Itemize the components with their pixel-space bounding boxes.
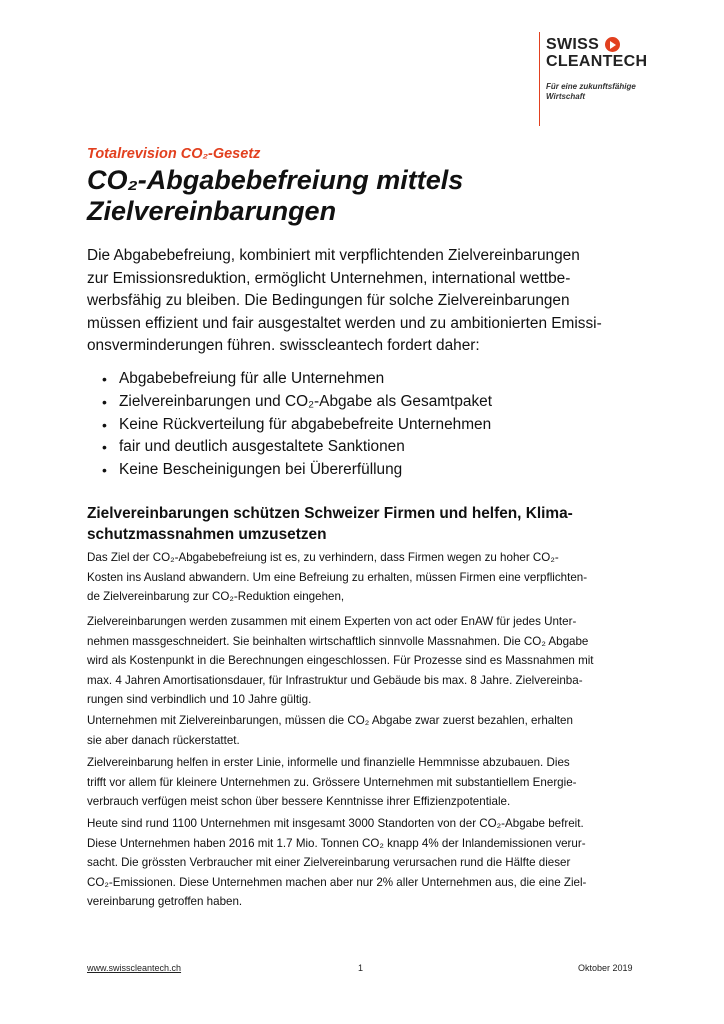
footer-page-number: 1 (358, 963, 364, 973)
footer-website-link[interactable]: www.swisscleantech.ch (87, 963, 182, 973)
logo-line-cleantech: CLEANTECH (546, 53, 648, 70)
lead-line: Die Abgabebefreiung, kombiniert mit verpflichtenden Zielvereinbarungen (87, 247, 580, 264)
footer-date: Oktober 2019 (578, 963, 633, 973)
paragraph-line: Diese Unternehmen haben 2016 mit 1.7 Mio. Tonnen CO₂ knapp 4% der Inlandemissionen verur- (87, 836, 586, 850)
paragraph-line: Kosten ins Ausland abwandern. Um eine Befreiung zu erhalten, müssen Firmen eine verpflichten- (87, 570, 588, 584)
lead-line: onsverminderungen führen. swisscleantech fordert daher: (87, 337, 480, 354)
paragraph-line: Zielvereinbarungen werden zusammen mit einem Experten von act oder EnAW für jedes Unter- (87, 615, 577, 628)
paragraph-line: Das Ziel der CO₂-Abgabebefreiung ist es, zu verhindern, dass Firmen wegen zu hoher CO₂- (87, 551, 559, 564)
paragraph-line: sie aber danach rückerstattet. (87, 733, 240, 747)
paragraph-line: de Zielvereinbarung zur CO₂-Reduktion eingehen, (87, 590, 345, 604)
lead-line: werbsfähig zu bleiben. Die Bedingungen für solche Zielvereinbarungen (87, 292, 570, 309)
title-line-2: Zielvereinbarungen (87, 196, 337, 226)
paragraph-line: wird als Kostenpunkt in die Berechnungen eingeschlossen. Für Prozesse sind es Massnahmen mit (87, 654, 594, 668)
body-paragraph-2 (87, 612, 647, 710)
section-heading (87, 503, 647, 545)
body-paragraph-1 (87, 548, 647, 607)
swisscleantech-logo (546, 36, 686, 101)
list-item: • fair und deutlich ausgestaltete Sanktionen (100, 436, 492, 459)
kicker-heading: Totalrevision CO₂-Gesetz (87, 146, 261, 162)
play-icon (605, 37, 620, 52)
paragraph-line: CO₂-Emissionen. Diese Unternehmen machen aber nur 2% aller Unternehmen aus, die eine Ziel- (87, 875, 587, 889)
section-heading-line-1: Zielvereinbarungen schützen Schweizer Firmen und helfen, Klima- (87, 505, 573, 522)
logo-divider (539, 32, 540, 126)
logo-tagline-line1: Für eine zukunftsfähige (546, 82, 636, 91)
logo-tagline (546, 82, 686, 101)
logo-first-row (546, 36, 686, 53)
paragraph-line: trifft vor allem für kleinere Unternehmen zu. Grössere Unternehmen mit substantiellem Energie- (87, 775, 577, 789)
body-paragraph-4 (87, 753, 647, 812)
section-heading-line-2: schutzmassnahmen umzusetzen (87, 526, 327, 543)
body-paragraph-5 (87, 814, 647, 912)
body-paragraph-3 (87, 711, 647, 750)
lead-line: zur Emissionsreduktion, ermöglicht Unternehmen, international wettbe- (87, 269, 571, 287)
logo-line-swiss: SWISS (546, 36, 600, 53)
paragraph-line: nehmen massgeschneidert. Sie beinhalten wirtschaftlich sinnvolle Massnahmen. Die CO₂ Abgabe (87, 634, 589, 648)
list-item: • Abgabebefreiung für alle Unternehmen (100, 368, 492, 391)
paragraph-line: verbrauch verfügen meist schon über bessere Kenntnisse ihrer Effizienzpotentiale. (87, 795, 511, 809)
title-line-1: CO₂-Abgabebefreiung mittels (87, 165, 464, 195)
lead-line: müssen effizient und fair ausgestaltet werden und zu ambitionierten Emissi- (87, 314, 602, 332)
list-item: • Keine Rückverteilung für abgabebefreite Unternehmen (100, 414, 492, 437)
page-title (87, 165, 647, 227)
list-item: • Keine Bescheinigungen bei Übererfüllung (100, 459, 492, 482)
paragraph-line: rungen sind verbindlich und 10 Jahre gültig. (87, 693, 312, 707)
paragraph-line: Zielvereinbarung helfen in erster Linie, informelle und finanzielle Hemmnisse abzubauen. Dies (87, 756, 570, 769)
paragraph-line: Heute sind rund 1100 Unternehmen mit insgesamt 3000 Standorten von der CO₂-Abgabe befreit. (87, 817, 584, 830)
paragraph-line: Unternehmen mit Zielvereinbarungen, müssen die CO₂ Abgabe zwar zuerst bezahlen, erhalten (87, 714, 573, 727)
logo-tagline-line2: Wirtschaft (546, 91, 586, 101)
paragraph-line: sacht. Die grössten Verbraucher mit einer Zielvereinbarung verursachen rund die Hälfte dieser (87, 856, 571, 870)
list-item: • Zielvereinbarungen und CO₂-Abgabe als Gesamtpaket (100, 391, 492, 414)
paragraph-line: max. 4 Jahren Amortisationsdauer, für Infrastruktur und Gebäude bis max. 8 Jahre. Zielvereinba- (87, 673, 583, 687)
paragraph-line: vereinbarung getroffen haben. (87, 895, 243, 909)
demands-list (100, 368, 492, 482)
lead-paragraph (87, 245, 647, 358)
